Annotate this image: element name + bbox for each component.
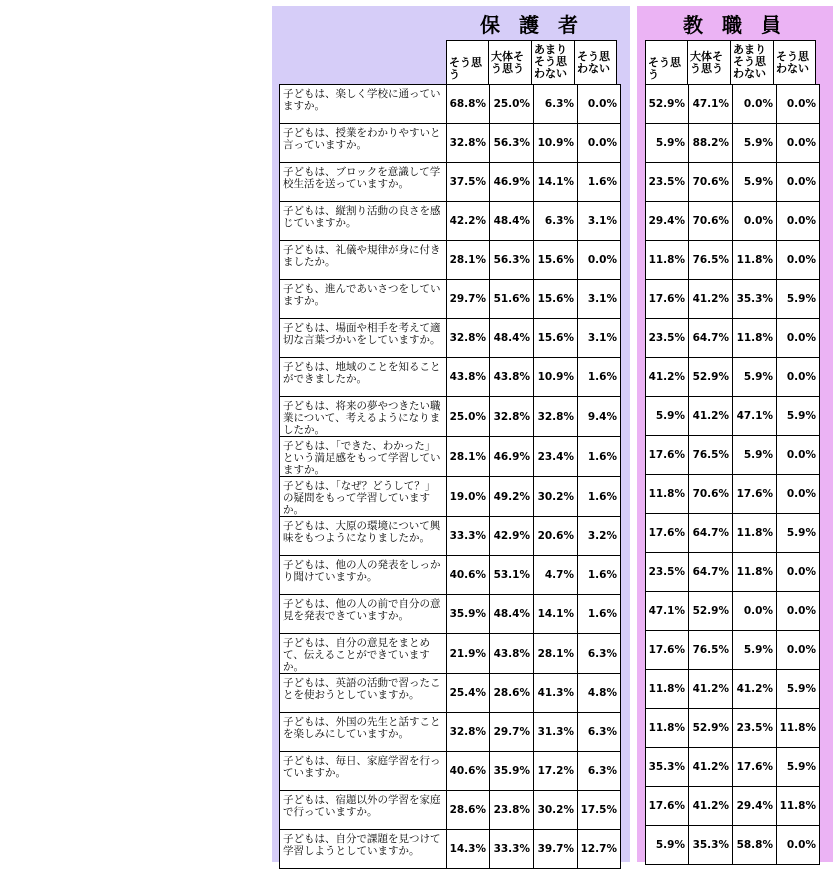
percent-cell: 15.6% bbox=[534, 319, 578, 358]
percent-cell: 41.2% bbox=[689, 787, 733, 826]
percent-cell: 23.5% bbox=[646, 319, 689, 358]
percent-cell: 5.9% bbox=[777, 280, 820, 319]
percent-cell: 29.7% bbox=[447, 280, 490, 319]
parents-column-header bbox=[574, 40, 617, 85]
table-row bbox=[646, 124, 820, 163]
column-header-line: わない bbox=[776, 62, 809, 75]
percent-cell: 5.9% bbox=[733, 124, 777, 163]
table-row bbox=[280, 634, 621, 674]
percent-cell: 42.2% bbox=[447, 202, 490, 241]
staff-column-header bbox=[687, 40, 731, 85]
percent-cell: 41.3% bbox=[534, 674, 578, 713]
percent-cell: 25.0% bbox=[490, 85, 534, 124]
table-row bbox=[280, 397, 621, 437]
percent-cell: 29.4% bbox=[646, 202, 689, 241]
percent-cell: 76.5% bbox=[689, 631, 733, 670]
percent-cell: 14.3% bbox=[447, 830, 490, 869]
percent-cell: 0.0% bbox=[777, 826, 820, 865]
percent-cell: 43.8% bbox=[490, 358, 534, 397]
percent-cell: 5.9% bbox=[733, 163, 777, 202]
question-cell: 子どもは、毎日、家庭学習を行っていますか。 bbox=[280, 752, 447, 791]
table-row bbox=[646, 202, 820, 241]
table-row bbox=[646, 514, 820, 553]
table-row bbox=[646, 436, 820, 475]
parents-column-header bbox=[446, 40, 489, 85]
percent-cell: 0.0% bbox=[733, 85, 777, 124]
percent-cell: 43.8% bbox=[490, 634, 534, 674]
percent-cell: 5.9% bbox=[646, 397, 689, 436]
percent-cell: 68.8% bbox=[447, 85, 490, 124]
percent-cell: 0.0% bbox=[733, 592, 777, 631]
percent-cell: 6.3% bbox=[578, 713, 621, 752]
percent-cell: 35.3% bbox=[646, 748, 689, 787]
percent-cell: 52.9% bbox=[689, 592, 733, 631]
percent-cell: 17.6% bbox=[646, 436, 689, 475]
percent-cell: 0.0% bbox=[777, 553, 820, 592]
table-row bbox=[280, 202, 621, 241]
percent-cell: 1.6% bbox=[578, 477, 621, 517]
column-header-line: そう思 bbox=[534, 55, 567, 68]
percent-cell: 11.8% bbox=[733, 514, 777, 553]
percent-cell: 1.6% bbox=[578, 595, 621, 634]
column-header-line: そう思う bbox=[449, 56, 482, 81]
percent-cell: 40.6% bbox=[447, 752, 490, 791]
parents-column-header bbox=[531, 40, 575, 85]
column-header-line: そう思 bbox=[577, 50, 610, 63]
column-header-line: わない bbox=[733, 67, 766, 80]
staff-column-header bbox=[773, 40, 816, 85]
table-row bbox=[646, 358, 820, 397]
percent-cell: 10.9% bbox=[534, 124, 578, 163]
column-header-line: そう思う bbox=[648, 56, 681, 81]
percent-cell: 25.4% bbox=[447, 674, 490, 713]
percent-cell: 9.4% bbox=[578, 397, 621, 437]
question-cell: 子どもは、自分の意見をまとめて、伝えることができていますか。 bbox=[280, 634, 447, 674]
percent-cell: 5.9% bbox=[733, 436, 777, 475]
column-header-line: 大体そ bbox=[491, 50, 524, 63]
percent-cell: 0.0% bbox=[777, 241, 820, 280]
percent-cell: 0.0% bbox=[777, 475, 820, 514]
question-cell: 子どもは、縦割り活動の良さを感じていますか。 bbox=[280, 202, 447, 241]
percent-cell: 5.9% bbox=[733, 358, 777, 397]
percent-cell: 6.3% bbox=[534, 202, 578, 241]
percent-cell: 23.4% bbox=[534, 437, 578, 477]
percent-cell: 17.6% bbox=[646, 631, 689, 670]
percent-cell: 48.4% bbox=[490, 595, 534, 634]
percent-cell: 32.8% bbox=[447, 713, 490, 752]
percent-cell: 46.9% bbox=[490, 437, 534, 477]
percent-cell: 25.0% bbox=[447, 397, 490, 437]
table-row bbox=[280, 358, 621, 397]
table-row bbox=[646, 826, 820, 865]
percent-cell: 88.2% bbox=[689, 124, 733, 163]
percent-cell: 29.7% bbox=[490, 713, 534, 752]
table-row bbox=[280, 791, 621, 830]
percent-cell: 41.2% bbox=[689, 280, 733, 319]
percent-cell: 3.1% bbox=[578, 280, 621, 319]
percent-cell: 4.7% bbox=[534, 556, 578, 595]
percent-cell: 31.3% bbox=[534, 713, 578, 752]
percent-cell: 28.1% bbox=[447, 241, 490, 280]
staff-column-header bbox=[730, 40, 774, 85]
percent-cell: 1.6% bbox=[578, 163, 621, 202]
percent-cell: 41.2% bbox=[689, 397, 733, 436]
percent-cell: 76.5% bbox=[689, 241, 733, 280]
percent-cell: 47.1% bbox=[646, 592, 689, 631]
parents-survey-table bbox=[279, 84, 621, 869]
question-cell: 子どもは、「なぜ？どうして？」の疑問をもって学習していますか。 bbox=[280, 477, 447, 517]
percent-cell: 17.6% bbox=[646, 514, 689, 553]
question-cell: 子どもは、ブロックを意識して学校生活を送っていますか。 bbox=[280, 163, 447, 202]
percent-cell: 76.5% bbox=[689, 436, 733, 475]
column-header-line: 大体そ bbox=[690, 50, 723, 63]
percent-cell: 3.2% bbox=[578, 517, 621, 556]
percent-cell: 64.7% bbox=[689, 553, 733, 592]
question-cell: 子どもは、場面や相手を考えて適切な言葉づかいをしていますか。 bbox=[280, 319, 447, 358]
column-header-line: う思う bbox=[690, 62, 723, 75]
percent-cell: 3.1% bbox=[578, 319, 621, 358]
table-row bbox=[280, 85, 621, 124]
percent-cell: 48.4% bbox=[490, 319, 534, 358]
question-cell: 子どもは、自分で課題を見つけて学習しようとしていますか。 bbox=[280, 830, 447, 869]
percent-cell: 0.0% bbox=[777, 358, 820, 397]
percent-cell: 51.6% bbox=[490, 280, 534, 319]
percent-cell: 0.0% bbox=[777, 124, 820, 163]
percent-cell: 0.0% bbox=[777, 85, 820, 124]
percent-cell: 12.7% bbox=[578, 830, 621, 869]
percent-cell: 20.6% bbox=[534, 517, 578, 556]
question-cell: 子どもは、礼儀や規律が身に付きましたか。 bbox=[280, 241, 447, 280]
percent-cell: 49.2% bbox=[490, 477, 534, 517]
table-row bbox=[280, 595, 621, 634]
percent-cell: 15.6% bbox=[534, 241, 578, 280]
percent-cell: 5.9% bbox=[777, 748, 820, 787]
question-cell: 子どもは、外国の先生と話すことを楽しみにしていますか。 bbox=[280, 713, 447, 752]
percent-cell: 1.6% bbox=[578, 358, 621, 397]
table-row bbox=[646, 748, 820, 787]
table-row bbox=[646, 280, 820, 319]
percent-cell: 52.9% bbox=[689, 358, 733, 397]
table-row bbox=[646, 592, 820, 631]
percent-cell: 0.0% bbox=[777, 163, 820, 202]
table-row bbox=[280, 674, 621, 713]
column-header-line: そう思 bbox=[776, 50, 809, 63]
table-row bbox=[646, 241, 820, 280]
percent-cell: 35.3% bbox=[689, 826, 733, 865]
question-cell: 子どもは、宿題以外の学習を家庭で行っていますか。 bbox=[280, 791, 447, 830]
percent-cell: 19.0% bbox=[447, 477, 490, 517]
percent-cell: 11.8% bbox=[733, 553, 777, 592]
percent-cell: 41.2% bbox=[689, 748, 733, 787]
percent-cell: 30.2% bbox=[534, 791, 578, 830]
percent-cell: 29.4% bbox=[733, 787, 777, 826]
table-row bbox=[646, 670, 820, 709]
percent-cell: 17.2% bbox=[534, 752, 578, 791]
percent-cell: 11.8% bbox=[646, 709, 689, 748]
percent-cell: 11.8% bbox=[646, 241, 689, 280]
percent-cell: 35.3% bbox=[733, 280, 777, 319]
percent-cell: 11.8% bbox=[777, 787, 820, 826]
table-row bbox=[646, 397, 820, 436]
table-row bbox=[646, 475, 820, 514]
percent-cell: 4.8% bbox=[578, 674, 621, 713]
percent-cell: 70.6% bbox=[689, 475, 733, 514]
percent-cell: 32.8% bbox=[447, 319, 490, 358]
percent-cell: 28.6% bbox=[447, 791, 490, 830]
column-header-line: そう思 bbox=[733, 55, 766, 68]
percent-cell: 3.1% bbox=[578, 202, 621, 241]
question-cell: 子どもは、楽しく学校に通っていますか。 bbox=[280, 85, 447, 124]
question-cell: 子どもは、将来の夢やつきたい職業について、考えるようになりましたか。 bbox=[280, 397, 447, 437]
percent-cell: 41.2% bbox=[646, 358, 689, 397]
percent-cell: 6.3% bbox=[534, 85, 578, 124]
percent-cell: 14.1% bbox=[534, 595, 578, 634]
percent-cell: 32.8% bbox=[490, 397, 534, 437]
table-row bbox=[280, 280, 621, 319]
percent-cell: 23.5% bbox=[733, 709, 777, 748]
column-header-line: あまり bbox=[534, 43, 567, 56]
percent-cell: 32.8% bbox=[447, 124, 490, 163]
column-header-line: わない bbox=[534, 67, 567, 80]
table-row bbox=[280, 713, 621, 752]
percent-cell: 23.8% bbox=[490, 791, 534, 830]
percent-cell: 17.5% bbox=[578, 791, 621, 830]
percent-cell: 23.5% bbox=[646, 163, 689, 202]
percent-cell: 0.0% bbox=[777, 202, 820, 241]
percent-cell: 58.8% bbox=[733, 826, 777, 865]
percent-cell: 0.0% bbox=[578, 124, 621, 163]
percent-cell: 17.6% bbox=[646, 280, 689, 319]
percent-cell: 35.9% bbox=[447, 595, 490, 634]
percent-cell: 28.1% bbox=[447, 437, 490, 477]
table-row bbox=[646, 709, 820, 748]
percent-cell: 1.6% bbox=[578, 437, 621, 477]
percent-cell: 10.9% bbox=[534, 358, 578, 397]
percent-cell: 5.9% bbox=[777, 514, 820, 553]
percent-cell: 56.3% bbox=[490, 124, 534, 163]
percent-cell: 11.8% bbox=[646, 670, 689, 709]
percent-cell: 14.1% bbox=[534, 163, 578, 202]
percent-cell: 40.6% bbox=[447, 556, 490, 595]
table-row bbox=[646, 553, 820, 592]
percent-cell: 0.0% bbox=[777, 592, 820, 631]
question-cell: 子どもは、他の人の発表をしっかり聞けていますか。 bbox=[280, 556, 447, 595]
percent-cell: 28.6% bbox=[490, 674, 534, 713]
percent-cell: 17.6% bbox=[733, 748, 777, 787]
percent-cell: 0.0% bbox=[733, 202, 777, 241]
percent-cell: 5.9% bbox=[777, 397, 820, 436]
table-row bbox=[280, 477, 621, 517]
parents-column-header bbox=[488, 40, 532, 85]
percent-cell: 52.9% bbox=[646, 85, 689, 124]
staff-survey-table bbox=[645, 84, 820, 865]
percent-cell: 41.2% bbox=[689, 670, 733, 709]
table-row bbox=[280, 556, 621, 595]
table-row bbox=[280, 241, 621, 280]
percent-cell: 17.6% bbox=[646, 787, 689, 826]
table-row bbox=[646, 631, 820, 670]
percent-cell: 11.8% bbox=[646, 475, 689, 514]
percent-cell: 52.9% bbox=[689, 709, 733, 748]
table-row bbox=[280, 124, 621, 163]
percent-cell: 33.3% bbox=[490, 830, 534, 869]
percent-cell: 6.3% bbox=[578, 752, 621, 791]
table-row bbox=[646, 787, 820, 826]
table-row bbox=[280, 830, 621, 869]
table-row bbox=[280, 319, 621, 358]
question-cell: 子どもは、大原の環境について興味をもつようになりましたか。 bbox=[280, 517, 447, 556]
percent-cell: 48.4% bbox=[490, 202, 534, 241]
percent-cell: 11.8% bbox=[733, 241, 777, 280]
question-cell: 子どもは、英語の活動で習ったことを使おうとしていますか。 bbox=[280, 674, 447, 713]
percent-cell: 30.2% bbox=[534, 477, 578, 517]
staff-column-header bbox=[645, 40, 688, 85]
percent-cell: 5.9% bbox=[646, 124, 689, 163]
staff-group-title: 教 職 員 bbox=[683, 13, 787, 37]
percent-cell: 43.8% bbox=[447, 358, 490, 397]
percent-cell: 17.6% bbox=[733, 475, 777, 514]
percent-cell: 47.1% bbox=[689, 85, 733, 124]
percent-cell: 11.8% bbox=[777, 709, 820, 748]
percent-cell: 6.3% bbox=[578, 634, 621, 674]
percent-cell: 47.1% bbox=[733, 397, 777, 436]
percent-cell: 0.0% bbox=[578, 85, 621, 124]
percent-cell: 46.9% bbox=[490, 163, 534, 202]
table-row bbox=[646, 319, 820, 358]
percent-cell: 21.9% bbox=[447, 634, 490, 674]
percent-cell: 0.0% bbox=[777, 319, 820, 358]
percent-cell: 42.9% bbox=[490, 517, 534, 556]
question-cell: 子どもは、地域のことを知ることができましたか。 bbox=[280, 358, 447, 397]
percent-cell: 0.0% bbox=[777, 436, 820, 475]
percent-cell: 64.7% bbox=[689, 319, 733, 358]
column-header-line: う思う bbox=[491, 62, 524, 75]
column-header-line: わない bbox=[577, 62, 610, 75]
table-row bbox=[280, 437, 621, 477]
percent-cell: 56.3% bbox=[490, 241, 534, 280]
percent-cell: 70.6% bbox=[689, 163, 733, 202]
percent-cell: 39.7% bbox=[534, 830, 578, 869]
table-row bbox=[280, 517, 621, 556]
table-row bbox=[646, 163, 820, 202]
percent-cell: 23.5% bbox=[646, 553, 689, 592]
percent-cell: 0.0% bbox=[777, 631, 820, 670]
percent-cell: 35.9% bbox=[490, 752, 534, 791]
column-header-line: あまり bbox=[733, 43, 766, 56]
percent-cell: 70.6% bbox=[689, 202, 733, 241]
percent-cell: 15.6% bbox=[534, 280, 578, 319]
percent-cell: 5.9% bbox=[733, 631, 777, 670]
parents-group-title: 保 護 者 bbox=[480, 13, 584, 37]
percent-cell: 64.7% bbox=[689, 514, 733, 553]
percent-cell: 53.1% bbox=[490, 556, 534, 595]
percent-cell: 32.8% bbox=[534, 397, 578, 437]
table-row bbox=[646, 85, 820, 124]
percent-cell: 0.0% bbox=[578, 241, 621, 280]
percent-cell: 28.1% bbox=[534, 634, 578, 674]
question-cell: 子ども、進んであいさつをしていますか。 bbox=[280, 280, 447, 319]
table-row bbox=[280, 163, 621, 202]
percent-cell: 5.9% bbox=[777, 670, 820, 709]
percent-cell: 41.2% bbox=[733, 670, 777, 709]
percent-cell: 33.3% bbox=[447, 517, 490, 556]
percent-cell: 1.6% bbox=[578, 556, 621, 595]
table-row bbox=[280, 752, 621, 791]
percent-cell: 37.5% bbox=[447, 163, 490, 202]
question-cell: 子どもは、「できた、わかった」という満足感をもって学習していますか。 bbox=[280, 437, 447, 477]
percent-cell: 5.9% bbox=[646, 826, 689, 865]
question-cell: 子どもは、他の人の前で自分の意見を発表できていますか。 bbox=[280, 595, 447, 634]
question-cell: 子どもは、授業をわかりやすいと言っていますか。 bbox=[280, 124, 447, 163]
percent-cell: 11.8% bbox=[733, 319, 777, 358]
